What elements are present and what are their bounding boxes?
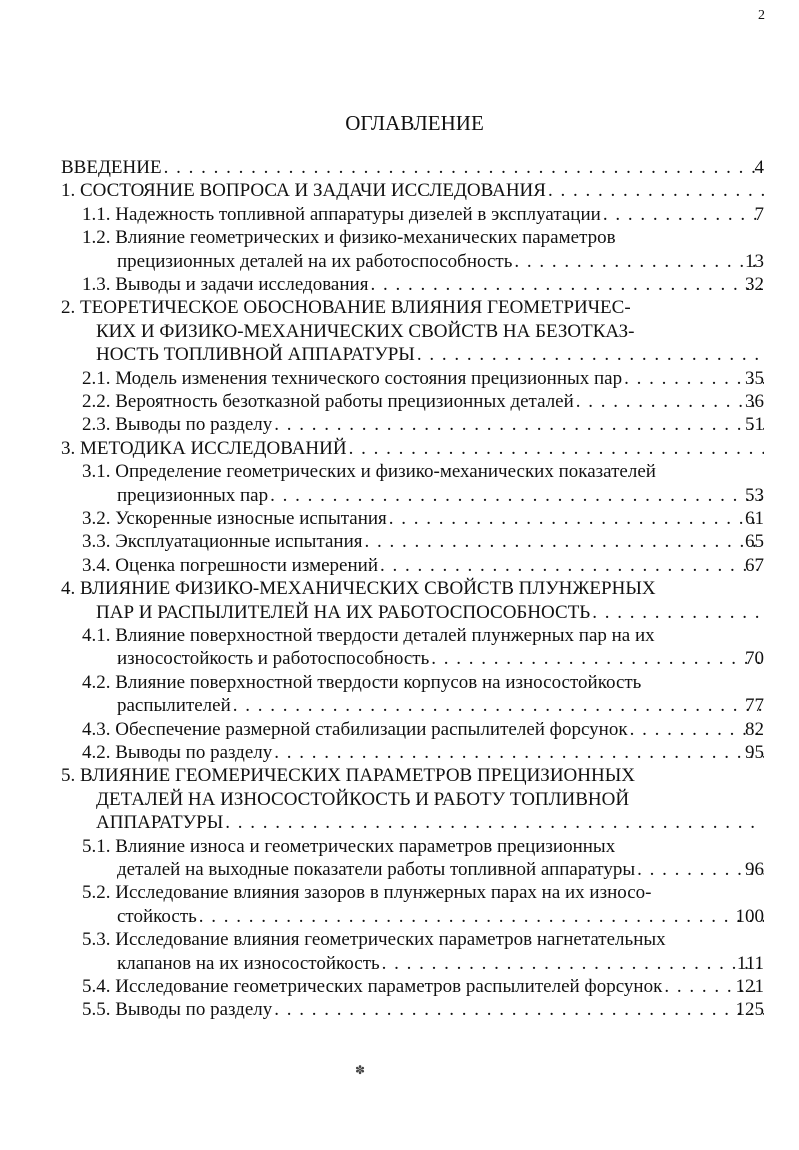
toc-entry-text: распылителей bbox=[117, 695, 231, 717]
toc-page-number: 82 bbox=[745, 718, 764, 740]
toc-entry-text: 1.2. Влияние геометрических и физико-механических параметров bbox=[82, 227, 616, 249]
dot-leader bbox=[415, 343, 764, 366]
dot-leader bbox=[590, 601, 764, 624]
toc-page-number: 36 bbox=[745, 390, 764, 412]
toc-page-number: 65 bbox=[745, 531, 764, 553]
toc-entry-text: 3. МЕТОДИКА ИССЛЕДОВАНИЙ bbox=[61, 437, 347, 459]
toc-section-entry bbox=[82, 226, 764, 273]
toc-entry-text: 2.1. Модель изменения технического состояния прецизионных пар bbox=[82, 367, 623, 389]
toc-chapter-entry bbox=[61, 296, 764, 366]
dot-leader bbox=[429, 647, 764, 670]
toc-entry-text: ПАР И РАСПЫЛИТЕЛЕЙ НА ИХ РАБОТОСПОСОБНОСТЬ bbox=[96, 601, 591, 623]
toc-entry-text: клапанов на их износостойкость bbox=[117, 952, 380, 974]
toc-chapter-entry bbox=[61, 156, 764, 179]
toc-page-number: 13 bbox=[745, 250, 764, 272]
toc-section-entry bbox=[82, 273, 764, 296]
toc-entry-text: 3.1. Определение геометрических и физико-механических показателей bbox=[82, 461, 656, 483]
toc-page-number: 67 bbox=[745, 554, 764, 576]
dot-leader bbox=[574, 390, 764, 413]
toc-entry-text: 1.3. Выводы и задачи исследования bbox=[82, 274, 369, 295]
dot-leader bbox=[363, 530, 765, 553]
toc-entry-text: 3.2. Ускоренные износные испытания bbox=[82, 508, 387, 529]
toc-entry-text: ДЕТАЛЕЙ НА ИЗНОСОСТОЙКОСТЬ И РАБОТУ ТОПЛИВНОЙ bbox=[96, 788, 630, 810]
toc-section-entry bbox=[82, 460, 764, 507]
toc-section-entry bbox=[82, 624, 764, 671]
toc-page-number: 125 bbox=[735, 999, 764, 1021]
dot-leader bbox=[272, 741, 764, 764]
dot-leader bbox=[268, 484, 764, 507]
toc-page-number: 32 bbox=[745, 273, 764, 295]
toc-page-number: 4 bbox=[754, 156, 764, 178]
dot-leader bbox=[347, 437, 764, 460]
toc-entry-text: 3.4. Оценка погрешности измерений bbox=[82, 554, 378, 576]
dot-leader bbox=[628, 718, 764, 741]
toc-section-entry bbox=[82, 741, 764, 764]
toc-section-entry bbox=[82, 881, 764, 928]
toc-entry-text: 5. ВЛИЯНИЕ ГЕОМЕРИЧЕСКИХ ПАРАМЕТРОВ ПРЕЦИЗИОННЫХ bbox=[61, 765, 635, 787]
toc-entry-text: 4. ВЛИЯНИЕ ФИЗИКО-МЕХАНИЧЕСКИХ СВОЙСТВ ПЛУНЖЕРНЫХ bbox=[61, 578, 656, 600]
scan-mark-decoration: ✽ bbox=[355, 1063, 366, 1077]
toc-section-entry bbox=[82, 975, 764, 998]
toc-entry-text: деталей на выходные показатели работы топливной аппаратуры bbox=[117, 858, 636, 880]
toc-chapter-entry bbox=[61, 577, 764, 624]
dot-leader bbox=[162, 156, 764, 179]
toc-entry-text: 2.3. Выводы по разделу bbox=[82, 414, 273, 436]
toc-entry-text: прецизионных деталей на их работоспособность bbox=[117, 250, 513, 272]
toc-entry-text: АППАРАТУРЫ bbox=[96, 812, 224, 834]
dot-leader bbox=[272, 998, 764, 1021]
toc-section-entry bbox=[82, 554, 764, 577]
toc-page-number: 96 bbox=[745, 858, 764, 880]
toc-page-number: 7 bbox=[754, 203, 764, 225]
toc-section-entry bbox=[82, 530, 764, 553]
toc-section-entry bbox=[82, 413, 764, 436]
toc-entry-text: 5.3. Исследование влияния геометрических параметров нагнетательных bbox=[82, 929, 666, 951]
dot-leader bbox=[272, 413, 764, 436]
toc-entry-text: стойкость bbox=[117, 905, 197, 927]
toc-section-entry bbox=[82, 390, 764, 413]
toc-entry-text: 5.1. Влияние износа и геометрических параметров прецизионных bbox=[82, 835, 616, 857]
toc-entry-text: 2.2. Вероятность безотказной работы прецизионных деталей bbox=[82, 391, 574, 412]
toc-section-entry bbox=[82, 507, 764, 530]
dot-leader bbox=[512, 250, 764, 273]
toc-chapter-entry bbox=[61, 764, 764, 834]
toc-entry-text: 1. СОСТОЯНИЕ ВОПРОСА И ЗАДАЧИ ИССЛЕДОВАНИЯ bbox=[61, 180, 546, 202]
toc-entry-text: ВВЕДЕНИЕ bbox=[61, 157, 162, 178]
dot-leader bbox=[223, 811, 764, 834]
dot-leader bbox=[601, 203, 764, 226]
toc-chapter-entry bbox=[61, 437, 764, 460]
dot-leader bbox=[387, 507, 764, 530]
toc-entry-text: 4.2. Выводы по разделу bbox=[82, 742, 273, 763]
toc-page-number: 77 bbox=[745, 695, 764, 717]
toc-section-entry bbox=[82, 998, 764, 1021]
toc-entry-text: 4.1. Влияние поверхностной твердости деталей плунжерных пар на их bbox=[82, 625, 655, 646]
toc-section-entry bbox=[82, 203, 764, 226]
toc-entry-text: 5.4. Исследование геометрических параметров распылителей форсунок bbox=[82, 976, 663, 997]
toc-section-entry bbox=[82, 928, 764, 975]
toc-section-entry bbox=[82, 718, 764, 741]
toc-entry-text: НОСТЬ ТОПЛИВНОЙ АППАРАТУРЫ bbox=[96, 344, 415, 366]
toc-section-entry bbox=[82, 367, 764, 390]
toc-page-number: 95 bbox=[745, 741, 764, 763]
toc-page-number: 51 bbox=[745, 414, 764, 436]
toc-page-number: 111 bbox=[736, 952, 764, 974]
toc-title: ОГЛАВЛЕНИЕ bbox=[345, 111, 484, 135]
toc-entry-text: КИХ И ФИЗИКО-МЕХАНИЧЕСКИХ СВОЙСТВ НА БЕЗОТКАЗ- bbox=[96, 320, 635, 342]
toc-page-number: 53 bbox=[745, 484, 764, 506]
toc-section-entry bbox=[82, 671, 764, 718]
dot-leader bbox=[546, 179, 764, 202]
toc-entry-text: прецизионных пар bbox=[117, 484, 269, 506]
toc-entry-text: износостойкость и работоспособность bbox=[117, 648, 430, 670]
toc-page-number: 35 bbox=[745, 367, 764, 389]
dot-leader bbox=[622, 367, 764, 390]
toc-entry-text: 5.2. Исследование влияния зазоров в плунжерных парах на их износо- bbox=[82, 882, 652, 904]
dot-leader bbox=[197, 905, 764, 928]
toc-entry-text: 5.5. Выводы по разделу bbox=[82, 999, 273, 1021]
toc-page-number: 100 bbox=[735, 905, 764, 927]
toc-section-entry bbox=[82, 835, 764, 882]
toc-entry-text: 4.2. Влияние поверхностной твердости корпусов на износостойкость bbox=[82, 671, 642, 693]
toc-entry-text: 3.3. Эксплуатационные испытания bbox=[82, 531, 363, 553]
toc-entry-text: 4.3. Обеспечение размерной стабилизации распылителей форсунок bbox=[82, 718, 628, 740]
toc-page-number: 121 bbox=[735, 975, 764, 997]
toc-page-number: 61 bbox=[745, 507, 764, 529]
toc-entry-text: 2. ТЕОРЕТИЧЕСКОЕ ОБОСНОВАНИЕ ВЛИЯНИЯ ГЕОМЕТРИЧЕС- bbox=[61, 297, 631, 319]
toc-entry-text: 1.1. Надежность топливной аппаратуры дизелей в эксплуатации bbox=[82, 203, 601, 225]
toc-chapter-entry bbox=[61, 179, 764, 202]
page-number: 2 bbox=[758, 8, 765, 23]
dot-leader bbox=[380, 952, 764, 975]
dot-leader bbox=[378, 554, 764, 577]
toc-page-number: 70 bbox=[745, 648, 764, 670]
dot-leader bbox=[368, 273, 764, 296]
dot-leader bbox=[231, 694, 764, 717]
